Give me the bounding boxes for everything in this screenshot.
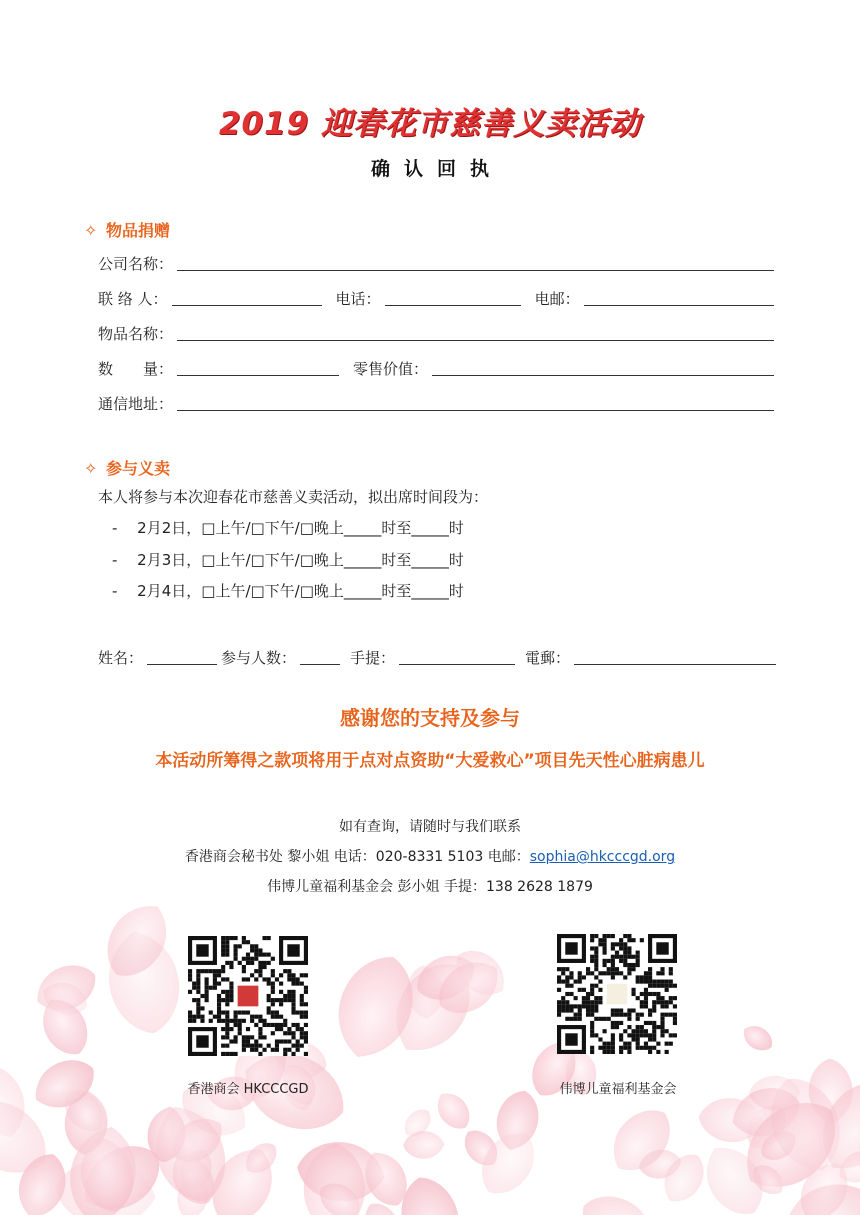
thanks-message: 感谢您的支持及参与: [340, 706, 520, 730]
participation-section-heading: [84, 456, 170, 479]
participant-email-label: 電郵：: [525, 649, 571, 667]
company-field[interactable]: [177, 270, 774, 271]
date-option-1[interactable]: - 2月2日，□上午/□下午/□晚上_____时至_____时: [112, 519, 464, 537]
contact-email-link[interactable]: sophia@hkcccgd.org: [529, 849, 676, 865]
four-point-star-icon: ✧: [84, 221, 98, 240]
item-name-field[interactable]: [177, 340, 774, 341]
donation-heading-text: 物品捐赠: [106, 221, 171, 240]
page-subtitle: 确认回执: [370, 158, 503, 180]
address-field[interactable]: [177, 410, 774, 411]
qr-caption-hkcccgd: 香港商会 HKCCCGD: [187, 1082, 309, 1097]
mobile-label: 手提：: [350, 649, 396, 667]
item-name-label: 物品名称：: [98, 325, 174, 343]
date-option-2[interactable]: - 2月3日，□上午/□下午/□晚上_____时至_____时: [112, 551, 464, 569]
quantity-row: [98, 357, 778, 379]
qr-code-foundation: [557, 934, 677, 1054]
participant-count-label: 参与人数：: [221, 649, 297, 667]
four-point-star-icon: ✧: [84, 459, 98, 478]
email-label: 电邮：: [534, 290, 580, 308]
phone-label: 电话：: [335, 290, 381, 308]
contact-line-2: 伟博儿童福利基金会 彭小姐 手提：138 2628 1879: [267, 879, 593, 895]
participation-intro: 本人将参与本次迎春花市慈善义卖活动，拟出席时间段为：: [98, 488, 489, 506]
contact-person-label: 联 络 人：: [98, 290, 168, 308]
contact-line-1: [0, 846, 860, 866]
address-row: [98, 392, 778, 414]
donation-section-heading: [84, 218, 170, 241]
participant-row: [98, 646, 780, 668]
contact-row: [98, 287, 778, 309]
retail-value-label: 零售价值：: [353, 360, 429, 378]
name-field[interactable]: [147, 664, 217, 665]
contact-person-field[interactable]: [172, 305, 322, 306]
qr-code-hkcccgd: [188, 936, 308, 1056]
secretariat-contact: 香港商会秘书处 黎小姐 电话：020-8331 5103 电邮：: [184, 849, 530, 865]
participant-email-field[interactable]: [574, 664, 776, 665]
item-row: [98, 322, 778, 344]
company-row: [98, 252, 778, 274]
retail-value-field[interactable]: [432, 375, 774, 376]
project-note: 本活动所筹得之款项将用于点对点资助“大爱救心”项目先天性心脏病患儿: [155, 751, 705, 771]
date-option-3[interactable]: - 2月4日，□上午/□下午/□晚上_____时至_____时: [112, 582, 464, 600]
quantity-label: 数 量：: [98, 360, 174, 378]
name-label: 姓名：: [98, 649, 144, 667]
mobile-field[interactable]: [399, 664, 515, 665]
quantity-field[interactable]: [177, 375, 339, 376]
participation-heading-text: 参与义卖: [106, 459, 171, 478]
address-label: 通信地址：: [98, 395, 174, 413]
contact-intro: 如有查询，请随时与我们联系: [339, 819, 521, 835]
email-field[interactable]: [584, 305, 774, 306]
phone-field[interactable]: [385, 305, 521, 306]
qr-caption-foundation: 伟博儿童福利基金会: [559, 1082, 677, 1097]
company-label: 公司名称：: [98, 255, 174, 273]
participant-count-field[interactable]: [300, 664, 340, 665]
page-title: 2019 迎春花市慈善义卖活动: [218, 106, 642, 142]
